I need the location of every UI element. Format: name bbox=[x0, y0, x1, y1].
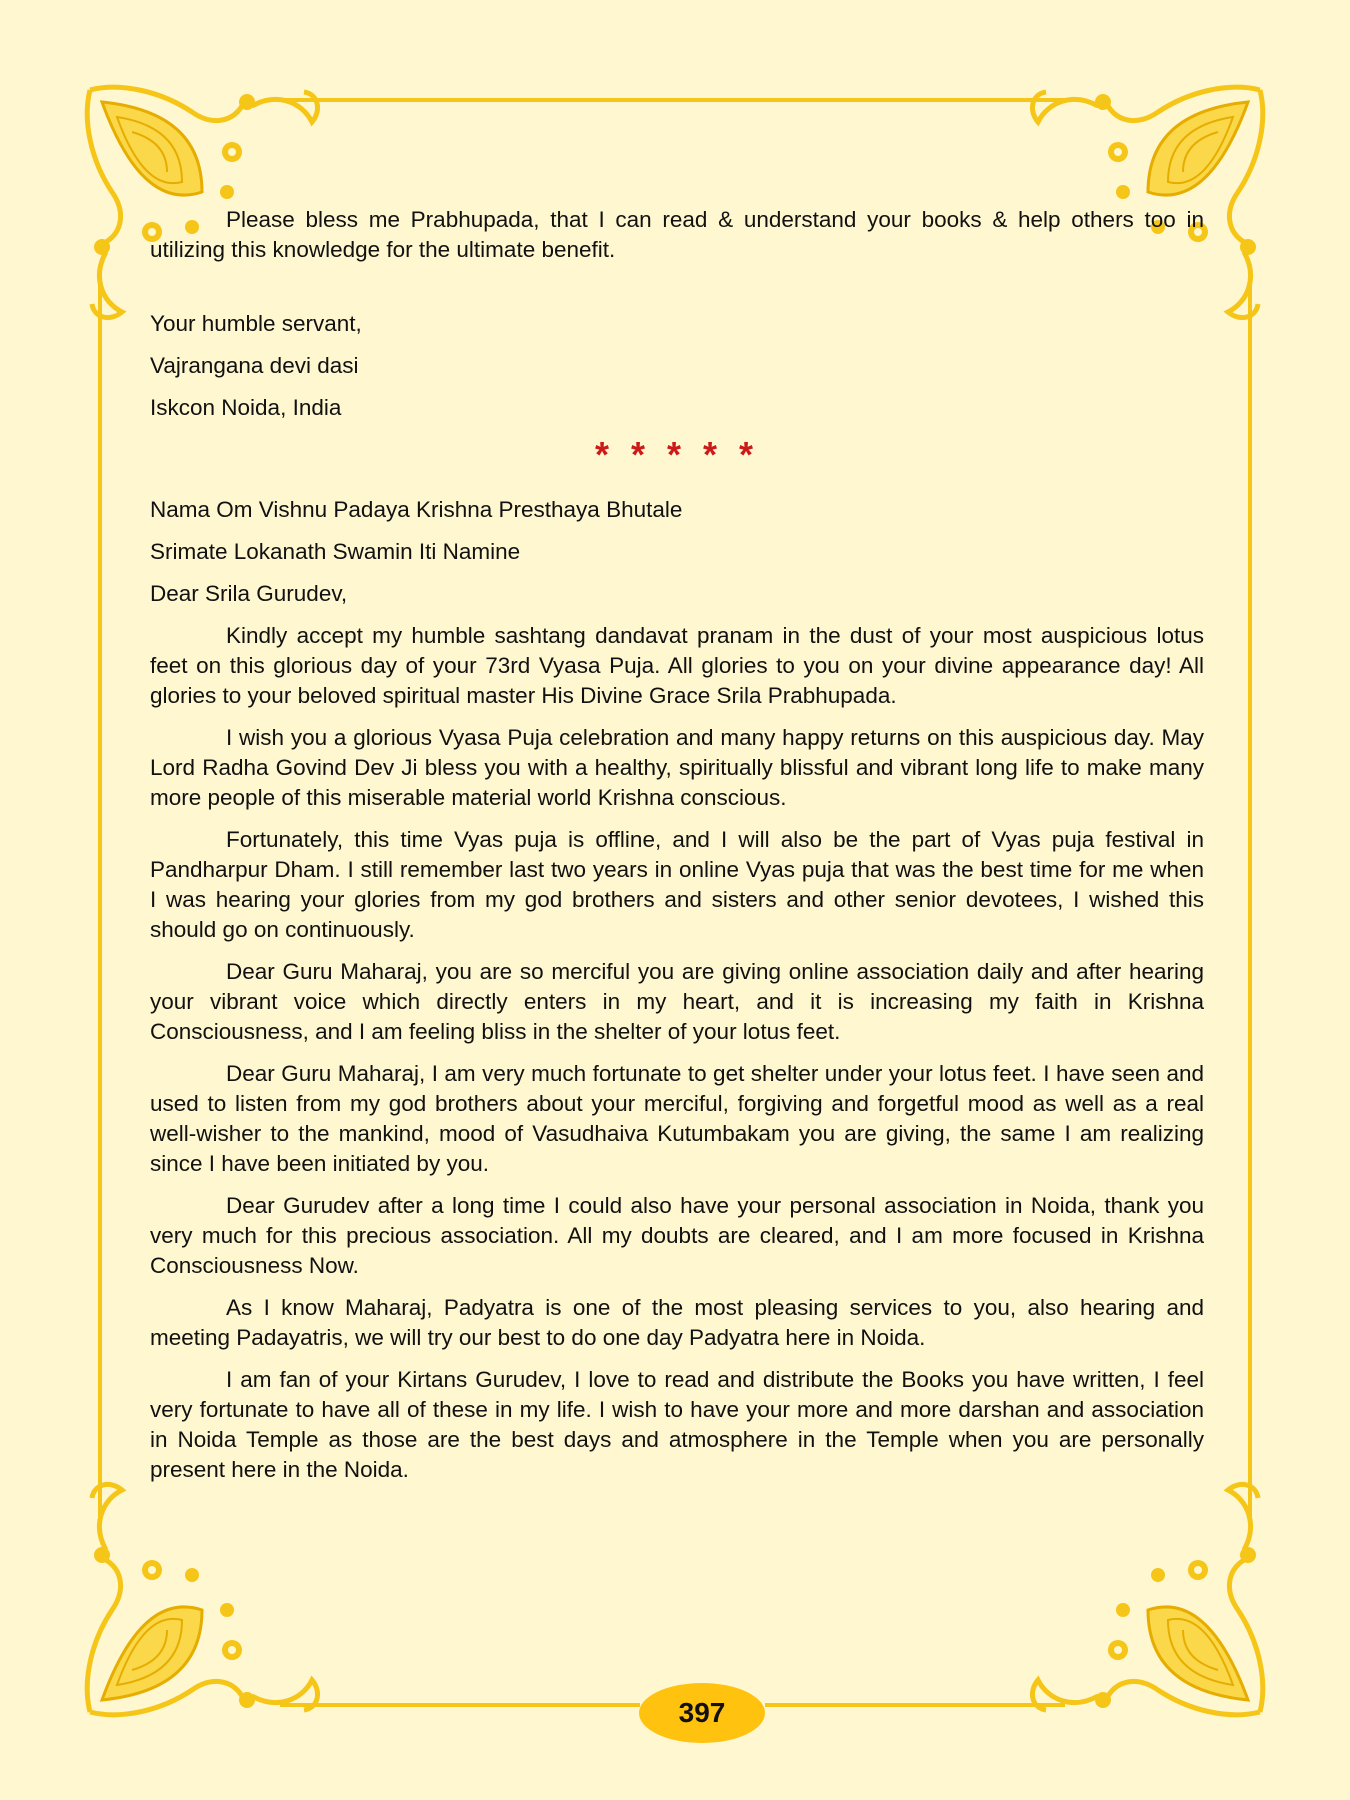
body-paragraph: As I know Maharaj, Padyatra is one of the most pleasing services to you, also hearing and meeting Padayatris, we will try our best to do one day Padyatra here in Noida. bbox=[150, 1295, 1204, 1350]
floral-corner-bottom-right-icon bbox=[1032, 1484, 1262, 1714]
body-paragraph: Dear Guru Maharaj, I am very much fortunate to get shelter under your lotus feet. I have seen and used to listen from my god brothers about your merciful, forgiving and forgetful mood as well as a real well-wisher to the mankind, mood of Vasudhaiva Kutumbakam you are giving, the same I am realizing since I have been initiated by you. bbox=[150, 1061, 1204, 1176]
invocation-line-2: Srimate Lokanath Swamin Iti Namine bbox=[150, 539, 521, 564]
signature-location: Iskcon Noida, India bbox=[150, 395, 342, 420]
salutation: Dear Srila Gurudev, bbox=[150, 581, 348, 606]
section-separator: * * * * * bbox=[594, 434, 760, 475]
letter-body bbox=[150, 205, 1204, 1497]
body-paragraph: Dear Guru Maharaj, you are so merciful you are giving online association daily and after hearing your vibrant voice which directly enters in my heart, and it is increasing my faith in Krishna Consciousness, and I am feeling bliss in the shelter of your lotus feet. bbox=[150, 959, 1204, 1044]
floral-corner-bottom-left-icon bbox=[87, 1484, 317, 1714]
page-number-badge bbox=[637, 1682, 767, 1744]
opening-paragraph: Please bless me Prabhupada, that I can read & understand your books & help others too in utilizing this knowledge for the ultimate benefit. bbox=[150, 207, 1204, 262]
body-paragraph: Kindly accept my humble sashtang dandavat pranam in the dust of your most auspicious lotus feet on this glorious day of your 73rd Vyasa Puja. All glories to you on your divine appearance day! All glories to your beloved spiritual master His Divine Grace Srila Prabhupada. bbox=[150, 623, 1204, 708]
page-number: 397 bbox=[678, 1697, 726, 1728]
signature-name: Vajrangana devi dasi bbox=[150, 353, 359, 378]
signature-closing: Your humble servant, bbox=[150, 311, 362, 336]
invocation-line-1: Nama Om Vishnu Padaya Krishna Presthaya Bhutale bbox=[150, 497, 683, 522]
body-paragraph: Fortunately, this time Vyas puja is offline, and I will also be the part of Vyas puja festival in Pandharpur Dham. I still remember last two years in online Vyas puja that was the best time for me when I was hearing your glories from my god brothers and sisters and other senior devotees, I wished this should go on continuously. bbox=[150, 827, 1204, 942]
body-paragraph: I am fan of your Kirtans Gurudev, I love to read and distribute the Books you have written, I feel very fortunate to have all of these in my life. I wish to have your more and more darshan and association in Noida Temple as those are the best days and atmosphere in the Temple when you are personally present here in the Noida. bbox=[150, 1367, 1204, 1482]
body-paragraph: I wish you a glorious Vyasa Puja celebration and many happy returns on this auspicious day. May Lord Radha Govind Dev Ji bless you with a healthy, spiritually blissful and vibrant long life to make many more people of this miserable material world Krishna conscious. bbox=[150, 725, 1204, 810]
body-paragraph: Dear Gurudev after a long time I could also have your personal association in Noida, thank you very much for this precious association. All my doubts are cleared, and I am more focused in Krishna Consciousness Now. bbox=[150, 1193, 1204, 1278]
